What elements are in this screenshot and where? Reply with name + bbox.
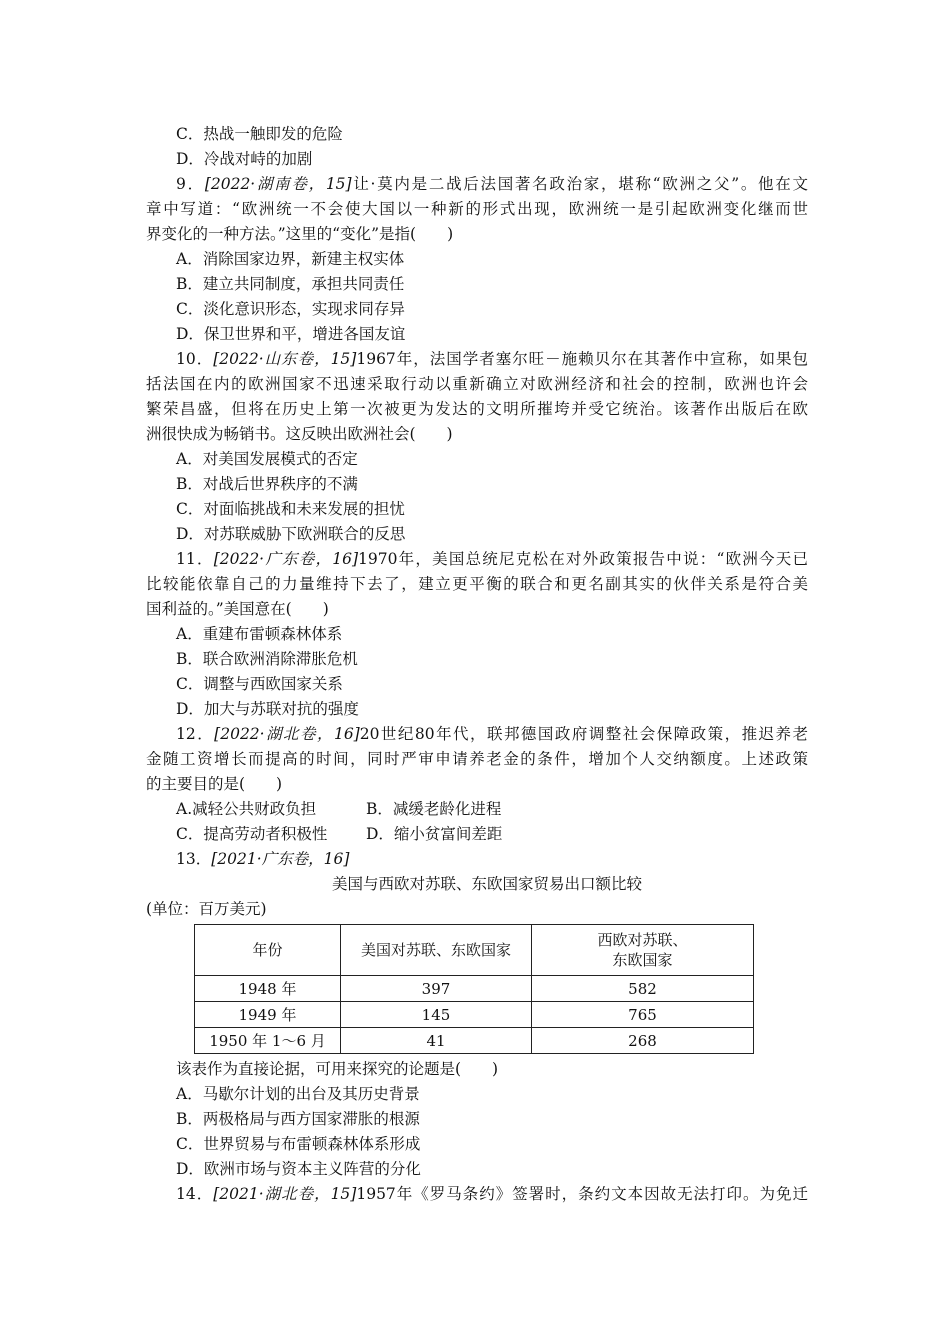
q11-stem-line-1 [146, 547, 808, 572]
q8-option-c[interactable]: C．热战一触即发的危险 [176, 125, 343, 143]
q9-number: 9． [176, 175, 205, 193]
q10-option-c[interactable]: C．对面临挑战和未来发展的担忧 [176, 500, 405, 518]
q12-stem-line-2: 金随工资增长而提高的时间，同时严审申请养老金的条件，增加个人交纳额度。上述政策 [146, 750, 808, 768]
question-14 [146, 1182, 808, 1207]
q13-number: 13． [176, 850, 212, 868]
question-13 [146, 847, 808, 1182]
q11-text: 1970年，美国总统尼克松在对外政策报告中说：“欧洲今天已 [358, 550, 808, 568]
q11-option-d[interactable]: D．加大与苏联对抗的强度 [176, 700, 359, 718]
q9-text: 让·莫内是二战后法国著名政治家，堪称“欧洲之父”。他在文 [351, 175, 808, 193]
q9-option-a[interactable]: A．消除国家边界，新建主权实体 [176, 250, 405, 268]
q11-stem-line-3: 国利益的。”美国意在( ) [146, 600, 329, 618]
q10-option-a[interactable]: A．对美国发展模式的否定 [176, 450, 358, 468]
q11-source: [2022·广东卷，16] [213, 550, 359, 568]
q13-table-unit: (单位：百万美元) [146, 900, 267, 918]
q11-stem-line-2: 比较能依靠自己的力量维持下去了，建立更平衡的联合和更名副其实的伙伴关系是符合美 [146, 575, 808, 593]
q12-text: 20世纪80年代，联邦德国政府调整社会保障政策，推迟养老 [359, 725, 808, 743]
cell-us: 397 [341, 976, 532, 1002]
table-header-row [195, 925, 754, 976]
q9-option-d[interactable]: D．保卫世界和平，增进各国友谊 [176, 325, 406, 343]
header-western-europe-exports [532, 925, 754, 976]
q10-option-b[interactable]: B．对战后世界秩序的不满 [176, 475, 358, 493]
q13-option-a[interactable]: A．马歇尔计划的出台及其历史背景 [176, 1085, 420, 1103]
q12-options-row-1 [146, 797, 808, 822]
q12-option-c[interactable]: C．提高劳动者积极性 [176, 825, 328, 843]
exam-page [146, 122, 808, 1207]
q13-stem: 该表作为直接论据，可用来探究的论题是( ) [176, 1060, 499, 1078]
q10-source: [2022·山东卷，15] [213, 350, 357, 368]
cell-us: 41 [341, 1028, 532, 1054]
q10-number: 10． [176, 350, 214, 368]
table-row [195, 1028, 754, 1054]
q11-option-c[interactable]: C．调整与西欧国家关系 [176, 675, 343, 693]
header-us-exports: 美国对苏联、东欧国家 [341, 925, 532, 976]
q10-stem-line-2: 括法国在内的欧洲国家不迅速采取行动以重新确立对欧洲经济和社会的控制，欧洲也许会 [146, 375, 808, 393]
q10-text: 1967年，法国学者塞尔旺－施赖贝尔在其著作中宣称，如果包 [356, 350, 808, 368]
q13-stem-line-1 [146, 847, 808, 872]
q10-option-d[interactable]: D．对苏联威胁下欧洲联合的反思 [176, 525, 406, 543]
cell-year: 1950 年 1～6 月 [195, 1028, 341, 1054]
header-we-line-2: 东欧国家 [612, 951, 673, 969]
header-we-line-1: 西欧对苏联、 [597, 931, 688, 949]
q12-option-a[interactable]: A.减轻公共财政负担 [176, 800, 317, 818]
q13-data-table [194, 924, 754, 1054]
q9-source: [2022·湖南卷，15] [204, 175, 352, 193]
q14-source: [2021·湖北卷，15] [213, 1185, 357, 1203]
q12-number: 12． [176, 725, 215, 743]
q12-options-row-2 [146, 822, 808, 847]
q9-option-c[interactable]: C．淡化意识形态，实现求同存异 [176, 300, 405, 318]
q8-option-d[interactable]: D．冷战对峙的加剧 [176, 150, 313, 168]
header-year: 年份 [195, 925, 341, 976]
q14-text: 1957年《罗马条约》签署时，条约文本因故无法打印。为免迁 [356, 1185, 808, 1203]
q13-option-b[interactable]: B．两极格局与西方国家滞胀的根源 [176, 1110, 420, 1128]
cell-year: 1948 年 [195, 976, 341, 1002]
table-row [195, 1002, 754, 1028]
q10-stem-line-3: 繁荣昌盛，但将在历史上第一次被更为发达的文明所摧垮并受它统治。该著作出版后在欧 [146, 400, 808, 418]
q12-option-d[interactable]: D．缩小贫富间差距 [366, 825, 503, 843]
q10-stem-line-4: 洲很快成为畅销书。这反映出欧洲社会( ) [146, 425, 453, 443]
cell-we: 268 [532, 1028, 754, 1054]
q13-option-d[interactable]: D．欧洲市场与资本主义阵营的分化 [176, 1160, 421, 1178]
q12-stem-line-3: 的主要目的是( ) [146, 775, 283, 793]
cell-we: 765 [532, 1002, 754, 1028]
q14-number: 14． [176, 1185, 214, 1203]
question-9 [146, 172, 808, 347]
q10-stem-line-1 [146, 347, 808, 372]
q9-stem-line-3: 界变化的一种方法。”这里的“变化”是指( ) [146, 225, 454, 243]
q13-source: [2021·广东卷，16] [211, 850, 350, 868]
question-10 [146, 347, 808, 547]
q9-stem-line-1 [146, 172, 808, 197]
q11-option-b[interactable]: B．联合欧洲消除滞胀危机 [176, 650, 358, 668]
q11-option-a[interactable]: A．重建布雷顿森林体系 [176, 625, 343, 643]
q13-table-title: 美国与西欧对苏联、东欧国家贸易出口额比较 [331, 875, 642, 893]
q14-stem-line-1 [146, 1182, 808, 1207]
q11-number: 11． [176, 550, 214, 568]
cell-we: 582 [532, 976, 754, 1002]
table-row [195, 976, 754, 1002]
question-11 [146, 547, 808, 722]
q12-stem-line-1 [146, 722, 808, 747]
cell-us: 145 [341, 1002, 532, 1028]
q9-option-b[interactable]: B．建立共同制度，承担共同责任 [176, 275, 405, 293]
cell-year: 1949 年 [195, 1002, 341, 1028]
q12-source: [2022·湖北卷，16] [214, 725, 360, 743]
q13-option-c[interactable]: C．世界贸易与布雷顿森林体系形成 [176, 1135, 421, 1153]
q9-stem-line-2: 章中写道：“欧洲统一不会使大国以一种新的形式出现，欧洲统一是引起欧洲变化继而世 [146, 200, 808, 218]
q12-option-b[interactable]: B．减缓老龄化进程 [366, 800, 502, 818]
question-12 [146, 722, 808, 847]
